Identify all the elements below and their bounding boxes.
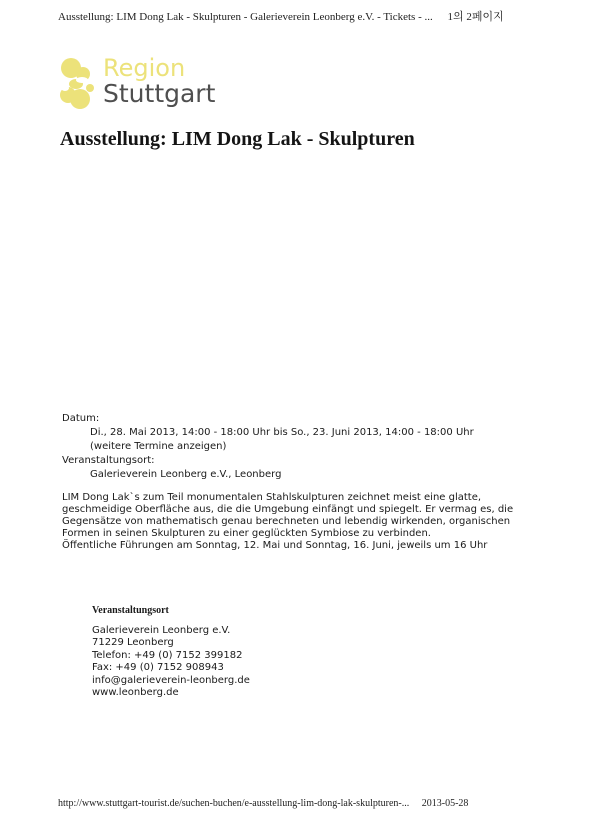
date-value: Di., 28. Mai 2013, 14:00 - 18:00 Uhr bis So., 23. Juni 2013, 14:00 - 18:00 Uhr: [90, 427, 474, 438]
venue-value: Galerieverein Leonberg e.V., Leonberg: [90, 469, 282, 480]
event-description: [62, 492, 532, 552]
tours-text: Öffentliche Führungen am Sonntag, 12. Mai und Sonntag, 16. Juni, jeweils um 16 Uhr: [62, 540, 488, 551]
event-info: [62, 412, 474, 482]
region-stuttgart-logo[interactable]: [56, 54, 226, 114]
venue-email-link[interactable]: info@galerieverein-leonberg.de: [92, 674, 250, 686]
logo-region-text: Region: [103, 54, 186, 82]
venue-contact: [92, 605, 250, 700]
venue-fax: Fax: +49 (0) 7152 908943: [92, 662, 224, 673]
page-title: Ausstellung: LIM Dong Lak - Skulpturen: [60, 128, 415, 150]
print-footer: [58, 798, 468, 809]
region-stuttgart-s-icon: [56, 57, 96, 113]
date-label: Datum:: [62, 413, 100, 424]
venue-web-link[interactable]: www.leonberg.de: [92, 687, 179, 698]
print-header-title: Ausstellung: LIM Dong Lak - Skulpturen - Galerieverein Leonberg e.V. - Tickets - ...: [58, 11, 433, 23]
venue-phone: Telefon: +49 (0) 7152 399182: [92, 649, 243, 661]
venue-label: Veranstaltungsort:: [62, 455, 155, 466]
venue-heading: Veranstaltungsort: [92, 605, 169, 616]
print-footer-url: http://www.stuttgart-tourist.de/suchen-buchen/e-ausstellung-lim-dong-lak-skulpturen-...: [58, 798, 410, 809]
venue-postal: 71229 Leonberg: [92, 637, 174, 648]
description-paragraph: LIM Dong Lak`s zum Teil monumentalen Stahlskulpturen zeichnet meist eine glatte, geschmeidige Oberfläche aus, die die Umgebung einfängt und spiegelt. Er vermag es, die Gegensätze von mathematisch genau berechneten und lebendig wirkenden, organischen Formen in seinen Skulpturen zu einer geglückten Symbiose zu verbinden.: [62, 492, 514, 539]
page-indicator: 1의 2페이지: [447, 11, 504, 23]
logo-stuttgart-text: Stuttgart: [103, 79, 216, 108]
print-header: [58, 8, 504, 24]
more-dates-link[interactable]: (weitere Termine anzeigen): [90, 441, 227, 452]
print-footer-date: 2013-05-28: [421, 798, 469, 809]
venue-name: Galerieverein Leonberg e.V.: [92, 624, 231, 636]
